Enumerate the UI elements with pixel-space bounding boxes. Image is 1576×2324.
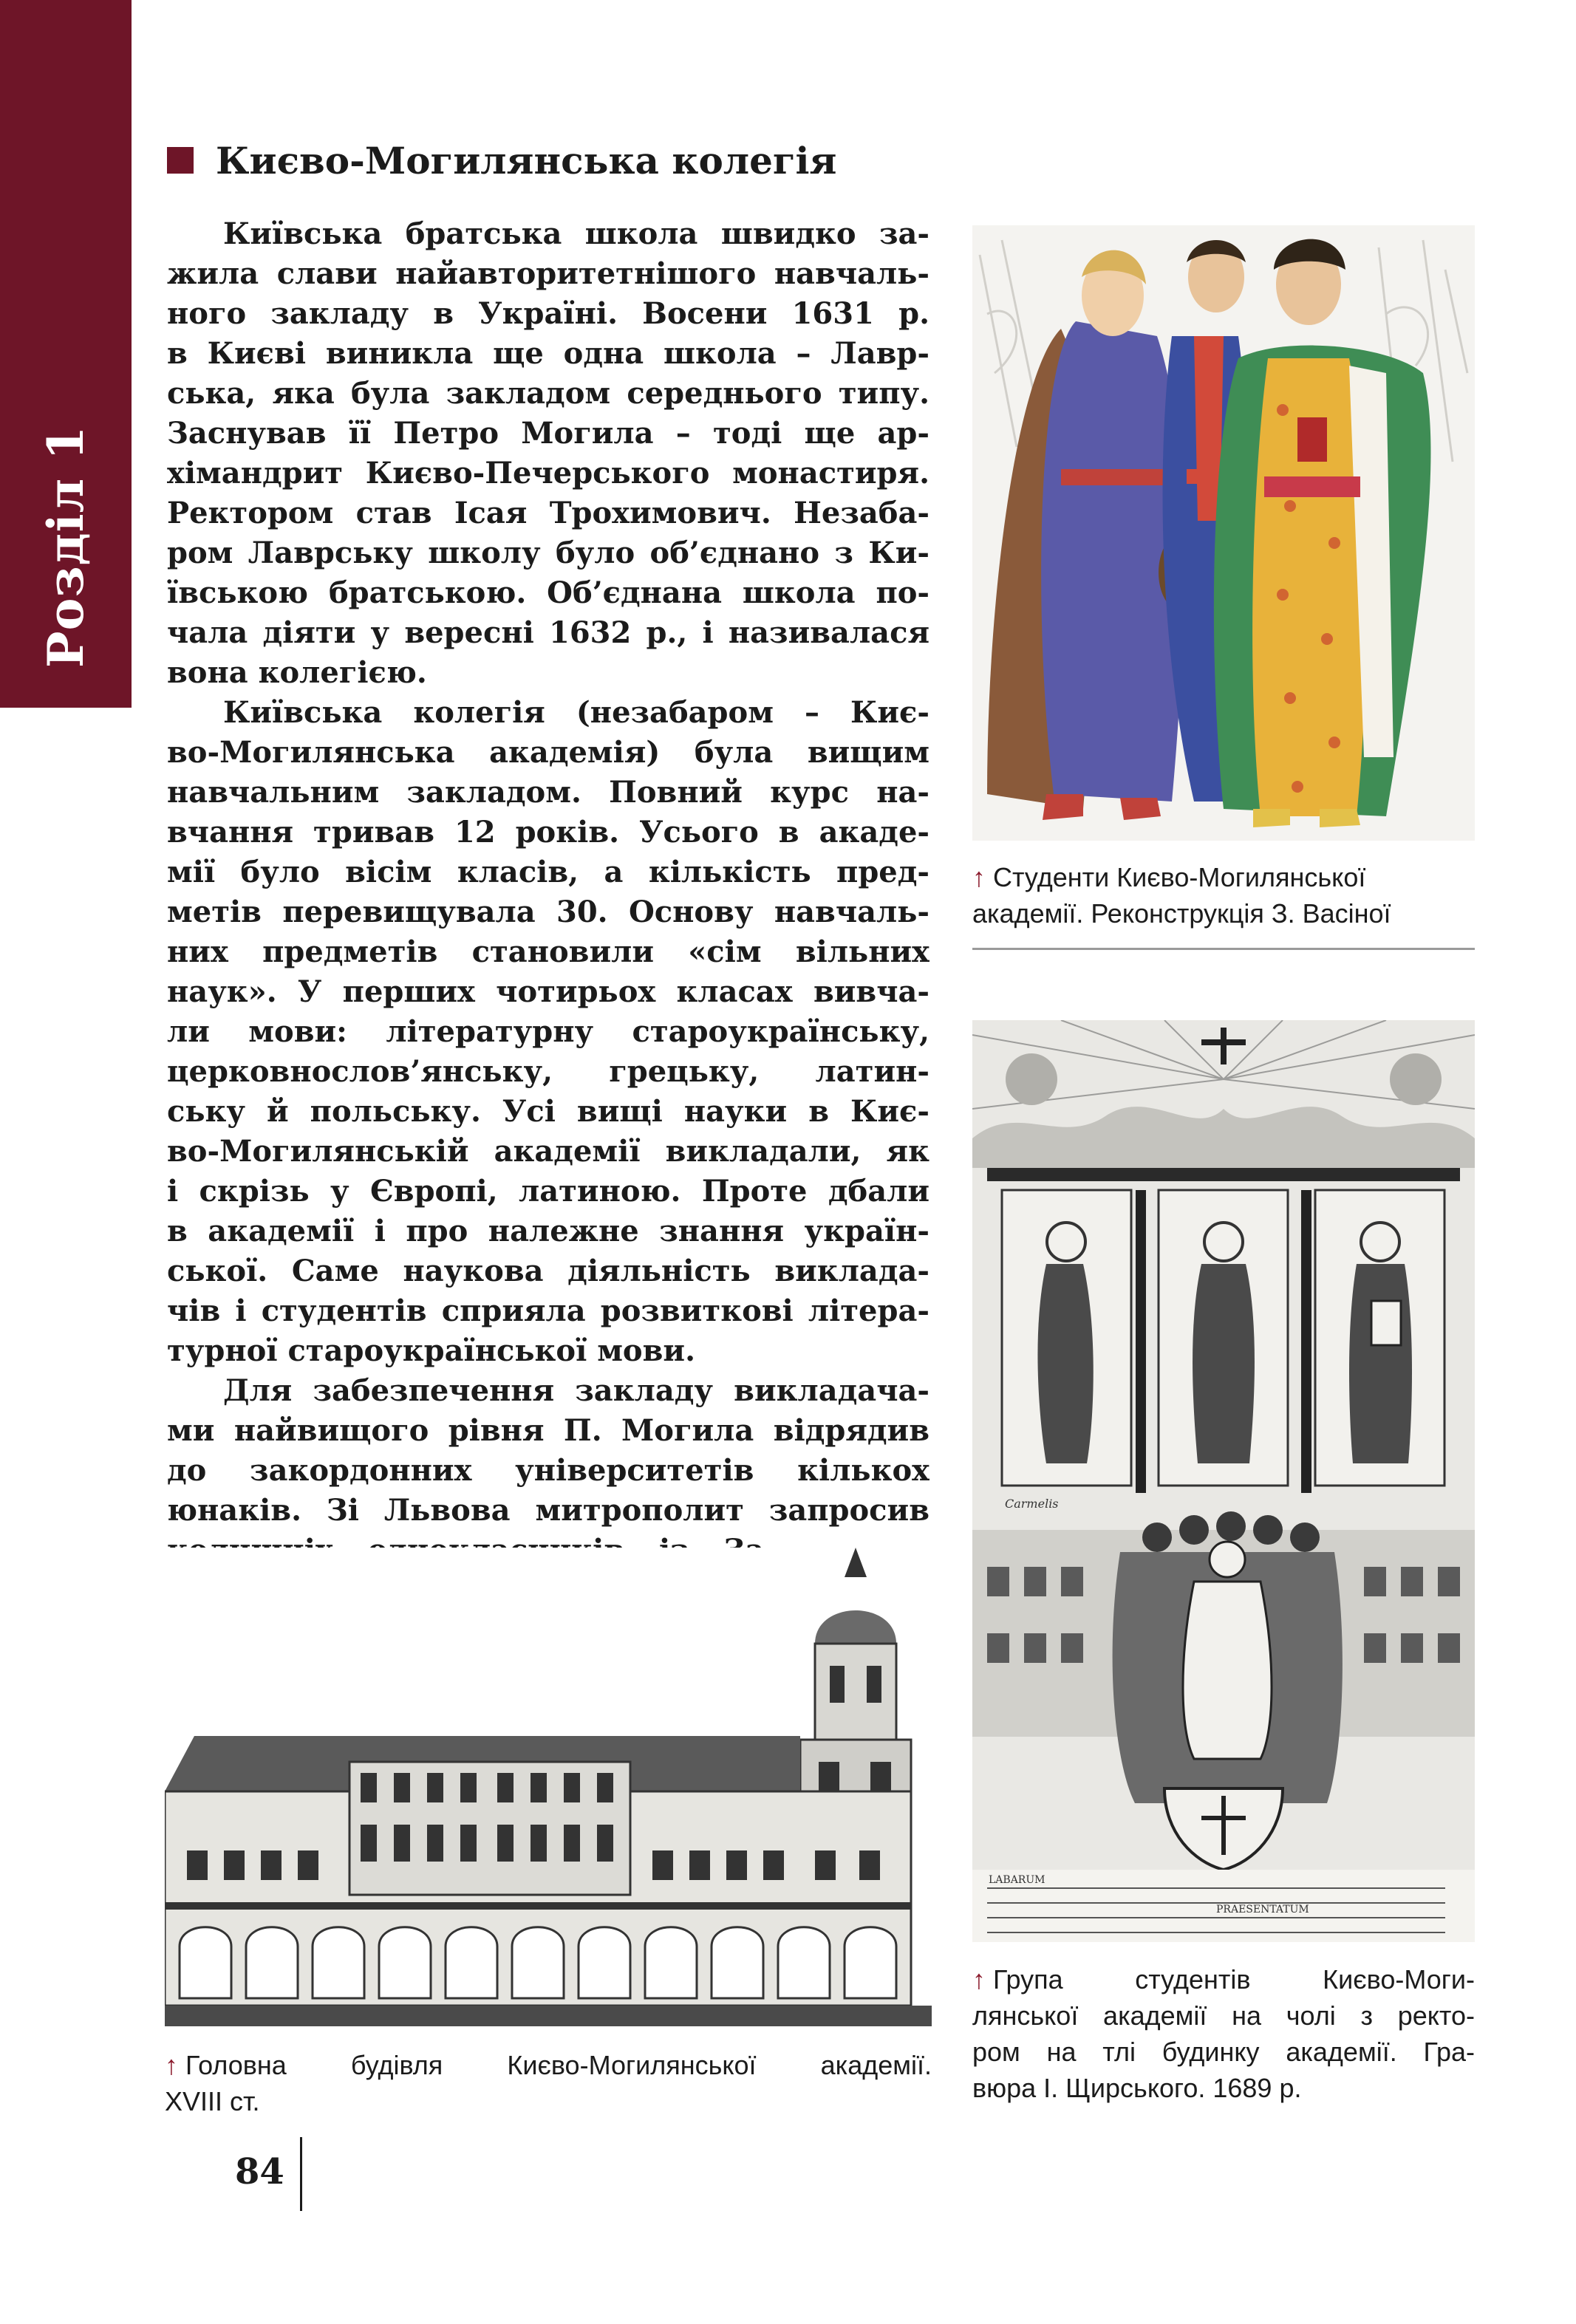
text-line: Київська колегія (незабаром – Киє- (223, 695, 929, 730)
text-line: до закордонних університетів кількох (167, 1453, 929, 1488)
caption-text: Група студентів Києво-Моги- (993, 1964, 1475, 1995)
text-line: в Києві виникла ще одна школа – Лавр- (167, 336, 929, 371)
engraving-scroll-text: PRAESENTATUM (1216, 1904, 1309, 1915)
text-line: і скрізь у Європі, латиною. Проте дбали (167, 1174, 929, 1209)
text-line: в академії і про належне знання україн- (167, 1214, 929, 1248)
text-line: ного закладу в Україні. Восени 1631 р. (167, 296, 929, 331)
text-line: мії було вісім класів, а кількість пред- (167, 855, 929, 889)
text-line: церковнослов’янську, грецьку, латин- (167, 1054, 929, 1089)
heading-bullet-square (167, 147, 194, 174)
text-line: чів і студентів сприяла розвиткові літера- (167, 1293, 929, 1328)
students-caption (972, 859, 1475, 932)
text-line: Київська братська школа швидко за- (223, 216, 929, 251)
text-line: юнаків. Зі Львова митрополит запросив (167, 1493, 929, 1528)
caption-text: Головна будівля Києво-Могилянської академії. (185, 2050, 932, 2080)
building-illustration (165, 1548, 932, 2026)
text-line: ром Лаврську школу було об’єднано з Ки- (167, 536, 929, 570)
text-line: ївською братською. Об’єднана школа по- (167, 575, 929, 610)
text-line: Ректором став Ісая Трохимович. Незаба- (167, 496, 929, 530)
engraving-scroll-text: LABARUM (989, 1874, 1045, 1886)
chapter-label: Розділ 1 (37, 425, 95, 669)
caption-line: XVIII ст. (165, 2086, 260, 2116)
divider-rule (972, 948, 1475, 950)
arrow-up-icon: ↑ (972, 1964, 986, 1995)
caption-line (972, 1961, 1475, 1997)
text-line: турної староукраїнської мови. (167, 1333, 695, 1368)
page-number-bar (300, 2137, 302, 2211)
caption-line: вюра І. Щирського. 1689 р. (972, 2073, 1302, 2103)
building-caption (165, 2047, 932, 2119)
text-line: жила слави найавторитетнішого навчаль- (167, 256, 929, 291)
engraving-illustration (972, 1020, 1475, 1942)
text-line: вчання тривав 12 років. Усього в акаде- (167, 815, 929, 850)
caption-line: академії. Реконструкція З. Васіної (972, 898, 1391, 929)
arrow-up-icon: ↑ (165, 2050, 178, 2080)
students-illustration (972, 225, 1475, 841)
arrow-up-icon: ↑ (972, 862, 986, 892)
text-line: Заснував її Петро Могила – тоді ще ар- (167, 416, 929, 451)
text-line: ської. Саме наукова діяльність виклада- (167, 1254, 929, 1288)
caption-line: лянської академії на чолі з ректо- (972, 2000, 1475, 2031)
caption-line (165, 2047, 932, 2083)
text-line: вона колегією. (167, 655, 427, 690)
caption-line (972, 859, 1475, 895)
page-number: 84 (235, 2151, 284, 2193)
text-line: во-Могилянській академії викладали, як (167, 1134, 929, 1169)
engraving-scroll-text: Carmelis (1005, 1497, 1059, 1511)
chapter-side-tab (0, 0, 132, 708)
caption-line: ром на тлі будинку академії. Гра- (972, 2037, 1475, 2067)
text-line: чала діяти у вересні 1632 р., і називалася (167, 615, 929, 650)
text-line: Для забезпечення закладу викладача- (223, 1373, 929, 1408)
text-line: навчальним закладом. Повний курс на- (167, 775, 929, 810)
text-line: ську й польську. Усі вищі науки в Киє- (167, 1094, 929, 1129)
text-line: хімандрит Києво-Печерського монастиря. (167, 456, 929, 491)
text-line: ли мови: літературну староукраїнську, (167, 1014, 929, 1049)
text-line: во-Могилянська академія) була вищим (167, 735, 929, 770)
caption-text: Студенти Києво-Могилянської (993, 862, 1366, 892)
section-title: Києво-Могилянська колегія (216, 138, 837, 182)
text-line: метів перевищувала 30. Основу навчаль- (167, 895, 929, 929)
engraving-caption (972, 1961, 1475, 2106)
text-line: ська, яка була закладом середнього типу. (167, 376, 929, 411)
text-line: ми найвищого рівня П. Могила відрядив (167, 1413, 929, 1448)
text-line: них предметів становили «сім вільних (167, 934, 929, 969)
text-line: наук». У перших чотирьох класах вивча- (167, 974, 929, 1009)
section-heading (167, 134, 836, 186)
